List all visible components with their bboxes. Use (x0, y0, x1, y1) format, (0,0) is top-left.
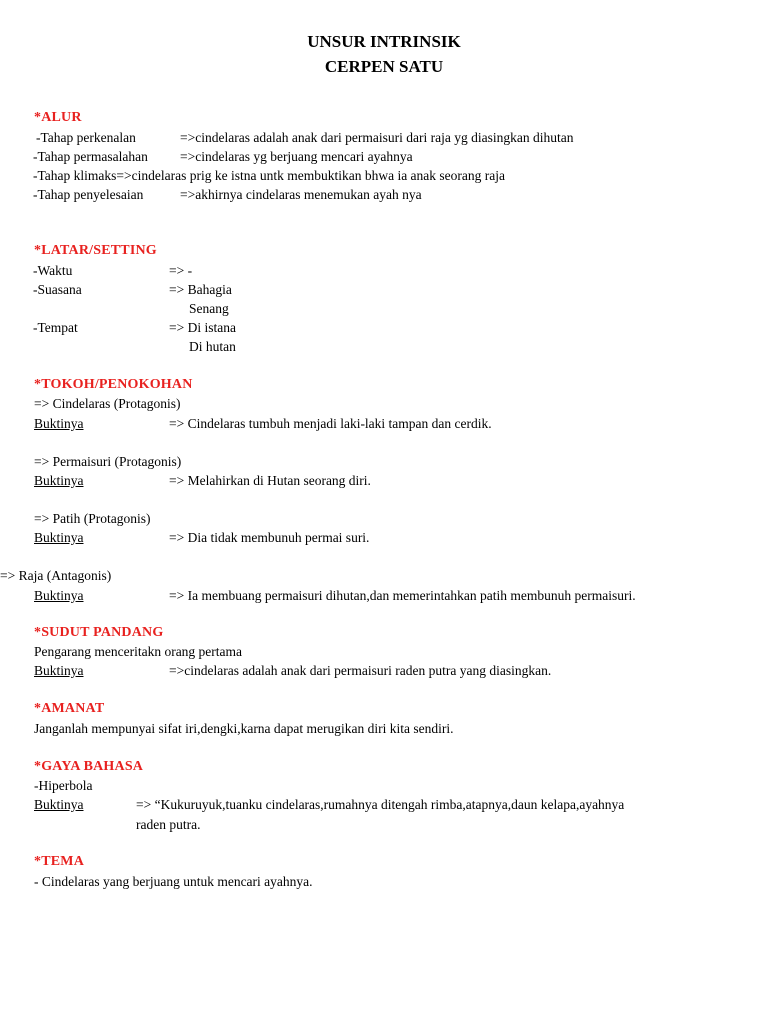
latar-label-waktu: -Waktu (33, 263, 73, 278)
tokoh-proof-label: Buktinya (34, 588, 84, 603)
section-heading-amanat: *AMANAT (34, 701, 105, 716)
document-title: UNSUR INTRINSIK (307, 32, 461, 51)
section-heading-latar: *LATAR/SETTING (34, 243, 157, 258)
tokoh-proof-cindelaras: => Cindelaras tumbuh menjadi laki-laki tampan dan cerdik. (169, 416, 492, 431)
document-subtitle: CERPEN SATU (324, 57, 444, 76)
section-heading-tokoh: *TOKOH/PENOKOHAN (34, 377, 193, 392)
tokoh-proof-raja: => Ia membuang permaisuri dihutan,dan memerintahkan patih membunuh permaisuri. (169, 588, 636, 603)
tokoh-proof-patih: => Dia tidak membunuh permai suri. (169, 530, 370, 545)
latar-label-tempat: -Tempat (33, 320, 78, 335)
latar-label-suasana: -Suasana (33, 282, 82, 297)
latar-value-tempat-2: Di hutan (189, 339, 236, 354)
gaya-proof-line-1: => “Kukuruyuk,tuanku cindelaras,rumahnya ditengah rimba,atapnya,daun kelapa,ayahnya (136, 797, 625, 812)
tokoh-name-permaisuri: => Permaisuri (Protagonis) (34, 454, 182, 469)
tokoh-proof-label: Buktinya (34, 530, 84, 545)
sudut-proof-label: Buktinya (34, 663, 84, 678)
alur-label-perkenalan: -Tahap perkenalan (36, 130, 136, 145)
tokoh-name-patih: => Patih (Protagonis) (34, 511, 151, 526)
gaya-bahasa-text: -Hiperbola (34, 778, 93, 793)
tokoh-proof-label: Buktinya (34, 416, 84, 431)
alur-value-perkenalan: =>cindelaras adalah anak dari permaisuri dari raja yg diasingkan dihutan (180, 130, 574, 145)
latar-value-suasana-2: Senang (189, 301, 229, 316)
alur-value-permasalahan: =>cindelaras yg berjuang mencari ayahnya (180, 149, 413, 164)
section-heading-alur: *ALUR (34, 110, 82, 125)
latar-value-tempat: => Di istana (169, 320, 236, 335)
tokoh-proof-permaisuri: => Melahirkan di Hutan seorang diri. (169, 473, 371, 488)
section-heading-tema: *TEMA (34, 854, 84, 869)
alur-value-penyelesaian: =>akhirnya cindelaras menemukan ayah nya (180, 187, 422, 202)
gaya-proof-label: Buktinya (34, 797, 84, 812)
section-heading-gaya-bahasa: *GAYA BAHASA (34, 759, 144, 774)
latar-value-suasana: => Bahagia (169, 282, 232, 297)
sudut-proof: =>cindelaras adalah anak dari permaisuri raden putra yang diasingkan. (169, 663, 552, 678)
latar-value-waktu: => - (169, 263, 193, 278)
alur-label-permasalahan: -Tahap permasalahan (33, 149, 148, 164)
gaya-proof-line-2: raden putra. (136, 817, 201, 832)
alur-label-penyelesaian: -Tahap penyelesaian (33, 187, 144, 202)
section-heading-sudut-pandang: *SUDUT PANDANG (34, 625, 164, 640)
amanat-text: Janganlah mempunyai sifat iri,dengki,karna dapat merugikan diri kita sendiri. (34, 721, 454, 736)
tokoh-proof-label: Buktinya (34, 473, 84, 488)
tokoh-name-cindelaras: => Cindelaras (Protagonis) (34, 396, 181, 411)
alur-label-klimaks: -Tahap klimaks=>cindelaras prig ke istna untk membuktikan bhwa ia anak seorang raja (33, 168, 506, 183)
sudut-pandang-text: Pengarang menceritakn orang pertama (34, 644, 243, 659)
tema-text: - Cindelaras yang berjuang untuk mencari ayahnya. (34, 874, 313, 889)
tokoh-name-raja: => Raja (Antagonis) (0, 568, 112, 583)
